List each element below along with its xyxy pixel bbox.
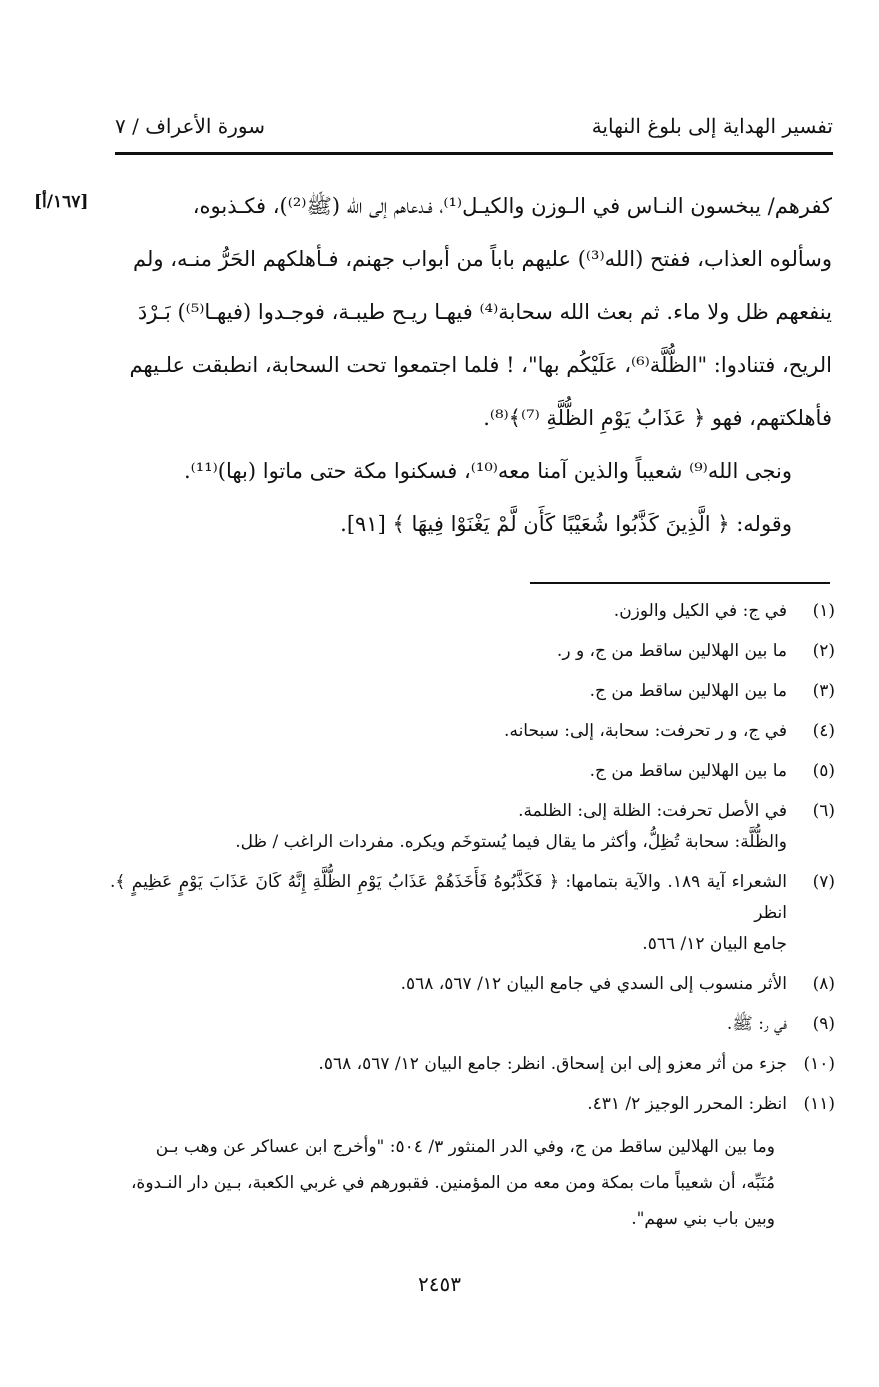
main-line: كفرهم/ يبخسون النـاس في الـوزن والكيـل⁽¹⁾، فـدعاهم إلى الله (ﷺ⁽²⁾)، فكـذبوه، [192, 194, 832, 218]
footnote-number: (٥) [812, 761, 835, 781]
footnote-number: (٤) [812, 721, 835, 741]
footnote-text: جزء من أثر معزو إلى ابن إسحاق. انظر: جامع البيان ١٢/ ٥٦٧، ٥٦٨. [318, 1054, 787, 1074]
footnote-number: (٩) [812, 1014, 835, 1034]
footnote-text: انظر: المحرر الوجيز ٢/ ٤٣١. [587, 1094, 787, 1114]
footnote-text: الأثر منسوب إلى السدي في جامع البيان ١٢/ ٥٦٧، ٥٦٨. [400, 974, 787, 994]
footnote-number: (٨) [812, 974, 835, 994]
footnote [110, 1089, 835, 1120]
footnote-number: (٣) [812, 681, 835, 701]
footnote-number: (٢) [812, 641, 835, 661]
footnote-text: ما بين الهلالين ساقط من ج. [589, 681, 787, 701]
footnote [110, 796, 835, 858]
footnote [110, 1049, 835, 1080]
footnote [110, 969, 835, 1000]
footnote-text: الشعراء آية ١٨٩. والآية بتمامها: ﴿ فَكَذَّبُوهُ فَأَخَذَهُمْ عَذَابُ يَوْمِ الظُّلَّةِ إِنَّهُ كَانَ عَذَابَ يَوْمٍ عَظِيمٍ ﴾. انظر [110, 872, 787, 923]
main-line: الريح، فتنادوا: "الظُّلَّة⁽⁶⁾، عَلَيْكُم بها"، ! فلما اجتمعوا تحت السحابة، انطبقت علـيهم [129, 353, 832, 377]
main-line: ينفعهم ظل ولا ماء. ثم بعث الله سحابة⁽⁴⁾ فيهـا ريـح طيبـة، فوجـدوا (فيهـا⁽⁵⁾) بَـرْدَ [137, 300, 832, 324]
surah-label: سورة الأعراف / ٧ [115, 114, 266, 138]
footnote-text: والظُّلَّة: سحابة تُظِلُّ، وأكثر ما يقال فيما يُستوخَم ويكره. مفردات الراغب / ظل. [235, 832, 787, 852]
footnote-number: (٧) [812, 872, 835, 892]
footnotes [110, 596, 835, 1237]
footnote [110, 1009, 835, 1040]
footnote-rule [530, 582, 830, 584]
footnote [110, 596, 835, 627]
main-line: وسألوه العذاب، ففتح (الله⁽³⁾) عليهم باباً من أبواب جهنم، فـأهلكهم الحَرُّ منـه، ولم [133, 247, 832, 271]
header-rule [115, 152, 833, 155]
main-line: وقوله: ﴿ الَّذِينَ كَذَّبُوا شُعَيْبًا كَأَن لَّمْ يَغْنَوْا فِيهَا ﴾ [٩١]. [340, 512, 792, 536]
footnote-text: في ج: في الكيل والوزن. [613, 601, 787, 621]
footnote [110, 756, 835, 787]
footnote-number: (٦) [812, 801, 835, 821]
book-title: تفسير الهداية إلى بلوغ النهاية [591, 114, 833, 138]
footnote-text: وما بين الهلالين ساقط من ج، وفي الدر المنثور ٣/ ٥٠٤: "وأخرج ابن عساكر عن وهب بـن [155, 1137, 775, 1157]
page-number: ٢٤٥٣ [418, 1272, 461, 1296]
footnote [110, 676, 835, 707]
footnote-text: جامع البيان ١٢/ ٥٦٦. [642, 934, 787, 954]
footnote-number: (١١) [803, 1094, 835, 1114]
footnote-text: في ج، و ر تحرفت: سحابة، إلى: سبحانه. [504, 721, 787, 741]
folio-marker: [١٦٧/أ] [34, 192, 89, 212]
footnote-number: (١) [812, 601, 835, 621]
footnote [110, 716, 835, 747]
main-line: فأهلكتهم، فهو ﴿ عَذَابُ يَوْمِ الظُّلَّةِ ⁽⁷⁾﴾⁽⁸⁾. [483, 406, 832, 430]
footnote-text: في ر: ﷺ. [726, 1014, 787, 1034]
footnote [110, 636, 835, 667]
footnote [110, 867, 835, 960]
footnote-text: في الأصل تحرفت: الظلة إلى: الظلمة. [518, 801, 787, 821]
main-line: ونجى الله⁽⁹⁾ شعيباً والذين آمنا معه⁽¹⁰⁾، فسكنوا مكة حتى ماتوا (بها)⁽¹¹⁾. [183, 459, 792, 483]
footnote-text: ما بين الهلالين ساقط من ج، و ر. [556, 641, 787, 661]
main-text [118, 180, 832, 551]
footnote-text: ما بين الهلالين ساقط من ج. [589, 761, 787, 781]
footnote-text: وبين باب بني سهم". [631, 1209, 775, 1229]
running-header [115, 114, 833, 154]
footnote-number: (١٠) [803, 1054, 835, 1074]
footnote-continuation [110, 1129, 835, 1237]
footnote-text: مُنَبِّه، أن شعيباً مات بمكة ومن معه من المؤمنين. فقبورهم في غربي الكعبة، بـين دار النـدوة، [130, 1173, 775, 1193]
